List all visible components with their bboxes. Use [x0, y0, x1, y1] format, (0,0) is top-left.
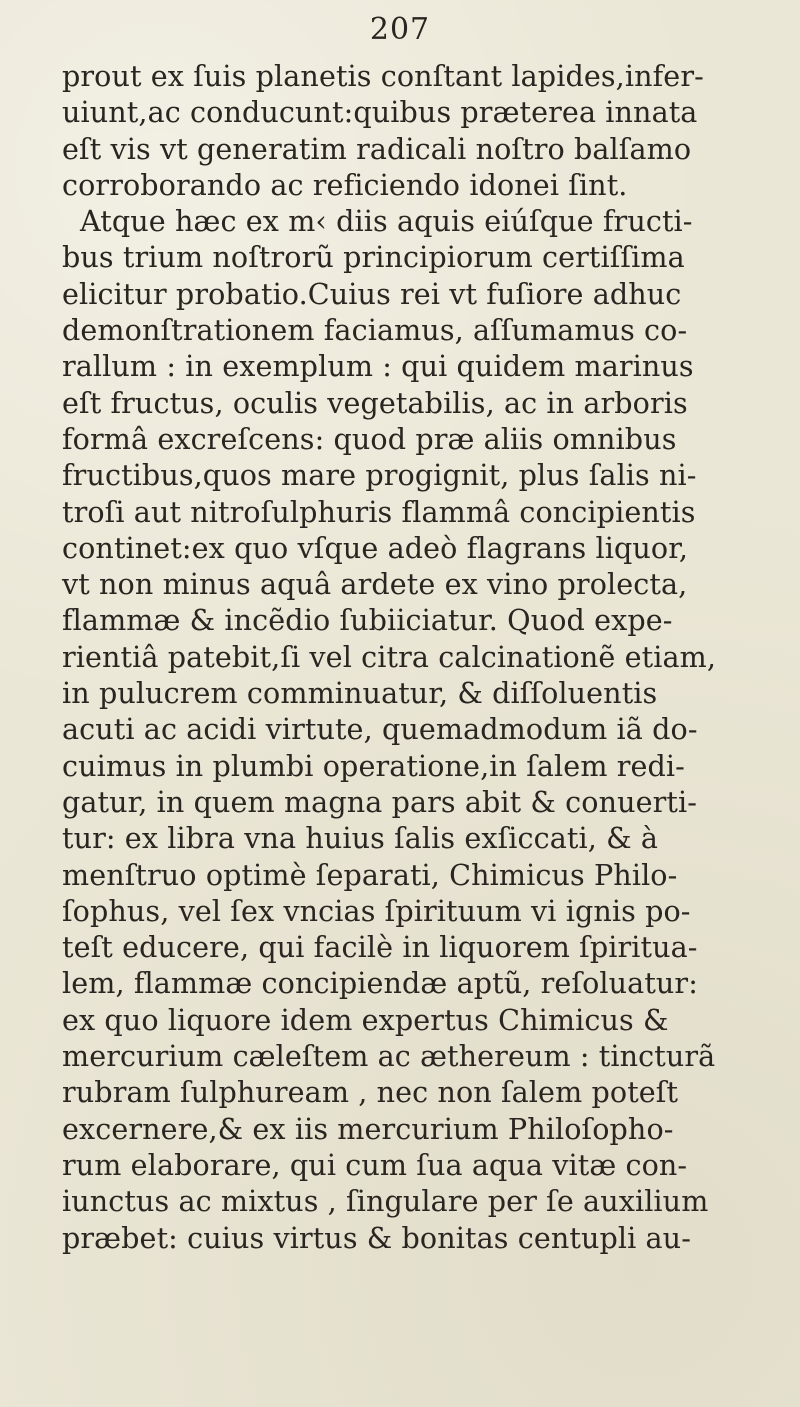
page-number: 207 — [369, 12, 431, 47]
text-line: acuti ac acidi virtute, quemadmodum iã do- — [62, 712, 698, 747]
text-line: formâ excreſcens: quod prӕ aliis omnibus — [62, 421, 677, 456]
text-line: tur: ex libra vna huius ſalis exſiccati, & à — [62, 821, 659, 856]
text-line: Atque hӕc ex m‹ diis aquis eiúſque fructi- — [80, 204, 693, 239]
text-line: prout ex ſuis planetis conſtant lapides,infer- — [62, 59, 704, 93]
text-line: eſt fructus, oculis vegetabilis, ac in arboris — [62, 385, 688, 420]
text-line: corroborando ac reficiendo idonei ſint. — [62, 167, 628, 202]
body-text — [62, 58, 762, 1256]
text-line: iunctus ac mixtus , ſingulare per ſe auxilium — [62, 1184, 709, 1219]
text-line: rientiâ patebit,ſi vel citra calcinationẽ etiam, — [62, 639, 717, 674]
text-line: continet:ex quo vſque adeò flagrans liquor, — [62, 530, 689, 565]
text-line: menſtruo optimè ſeparati, Chimicus Philo- — [62, 857, 678, 892]
text-line: excernere,& ex iis mercurium Philoſopho- — [62, 1111, 674, 1146]
text-line: ex quo liquore idem expertus Chimicus & — [62, 1002, 669, 1037]
text-line: troſi aut nitroſulphuris flammâ concipientis — [62, 494, 696, 529]
text-line: eſt vis vt generatim radicali noſtro balſamo — [62, 131, 692, 166]
text-line: demonſtrationem faciamus, aſſumamus co- — [62, 313, 688, 348]
text-line: mercurium cӕleſtem ac ӕthereum : tincturã — [62, 1039, 716, 1074]
text-line: prӕbet: cuius virtus & bonitas centupli au- — [62, 1220, 691, 1255]
text-line: teſt educere, qui facilè in liquorem ſpiritua- — [62, 930, 698, 965]
text-line: uiunt,ac conducunt:quibus prӕterea innata — [62, 95, 698, 130]
text-line: gatur, in quem magna pars abit & conuerti- — [62, 784, 698, 819]
text-line: ſophus, vel ſex vncias ſpirituum vi ignis po- — [62, 893, 691, 928]
text-line: rallum : in exemplum : qui quidem marinus — [62, 349, 694, 384]
text-line: rum elaborare, qui cum ſua aqua vitӕ con- — [62, 1147, 688, 1182]
text-line: lem, flammӕ concipiendӕ aptũ, reſoluatur: — [62, 966, 698, 1001]
text-line: fructibus,quos mare progignit, plus ſalis ni- — [62, 458, 697, 493]
text-line: cuimus in plumbi operatione,in ſalem redi- — [62, 748, 685, 783]
text-line: in pulucrem comminuatur, & diſſoluentis — [62, 676, 658, 711]
text-line: vt non minus aquâ ardete ex vino prolecta, — [62, 567, 688, 602]
text-line: flammӕ & incẽdio ſubiiciatur. Quod expe- — [62, 603, 673, 638]
text-line: bus trium noſtrorũ principiorum certiſſima — [62, 240, 685, 275]
text-line: rubram ſulphuream , nec non ſalem poteſt — [62, 1075, 679, 1110]
text-line: elicitur probatio.Cuius rei vt fuſiore adhuc — [62, 276, 682, 311]
